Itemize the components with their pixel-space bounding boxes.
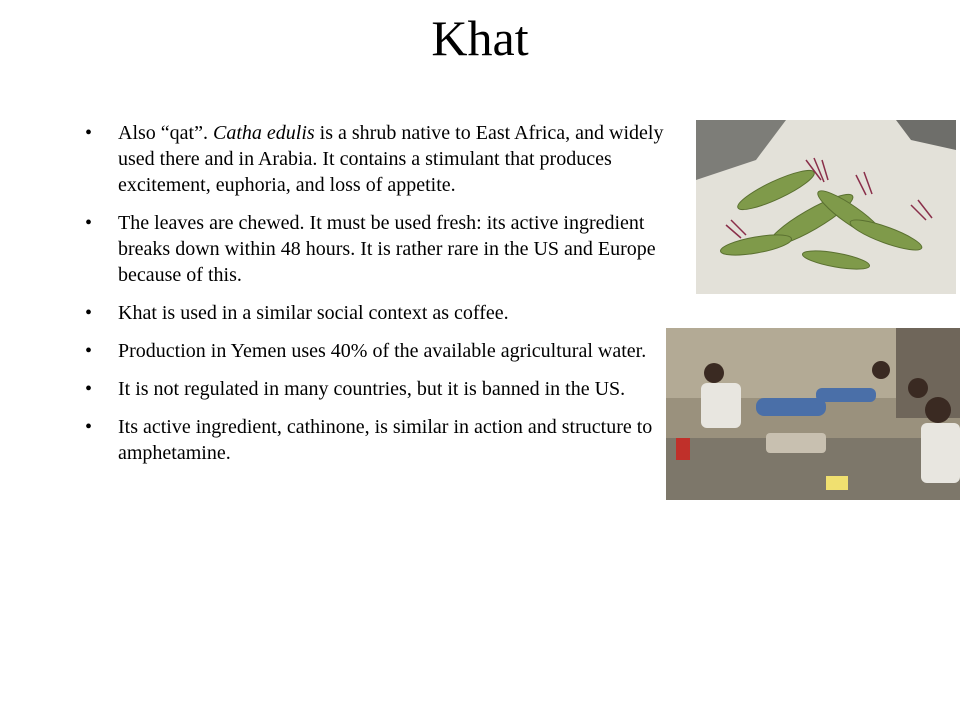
bullet-text: The leaves are chewed. It must be used fresh: its active ingredient breaks down within 48 hours. It is rather rare in the US and Europe because of this. bbox=[118, 212, 656, 286]
khat-bundles-illustration bbox=[696, 120, 956, 294]
bullet-dot: • bbox=[85, 378, 93, 400]
bullet-item bbox=[80, 300, 670, 326]
bullet-item bbox=[80, 338, 670, 364]
khat-bundles-photo bbox=[696, 120, 956, 294]
khat-gathering-illustration bbox=[666, 328, 960, 500]
bullet-item bbox=[80, 414, 670, 466]
bullet-item bbox=[80, 120, 670, 198]
slide-title: Khat bbox=[431, 10, 529, 66]
bullet-text: Khat is used in a similar social context as coffee. bbox=[118, 302, 509, 324]
khat-gathering-photo bbox=[666, 328, 960, 500]
bullet-item bbox=[80, 376, 670, 402]
bullet-dot: • bbox=[85, 340, 93, 362]
bullet-dot: • bbox=[85, 302, 93, 324]
bullet-text: Production in Yemen uses 40% of the available agricultural water. bbox=[118, 340, 647, 362]
bullet-dot: • bbox=[85, 212, 93, 234]
bullet-text: Its active ingredient, cathinone, is similar in action and structure to amphetamine. bbox=[118, 416, 653, 464]
bullet-item bbox=[80, 210, 670, 288]
bullet-dot: • bbox=[85, 122, 93, 144]
bullet-text: It is not regulated in many countries, but it is banned in the US. bbox=[118, 378, 626, 400]
species-name: Catha edulis bbox=[212, 122, 315, 144]
bullet-list bbox=[80, 120, 670, 478]
bullet-text: Also “qat”. Catha edulis is a shrub native to East Africa, and widely used there and in Arabia. It contains a stimulant that produces excitement, euphoria, and loss of appetite. bbox=[118, 122, 664, 196]
bullet-dot: • bbox=[85, 416, 93, 438]
